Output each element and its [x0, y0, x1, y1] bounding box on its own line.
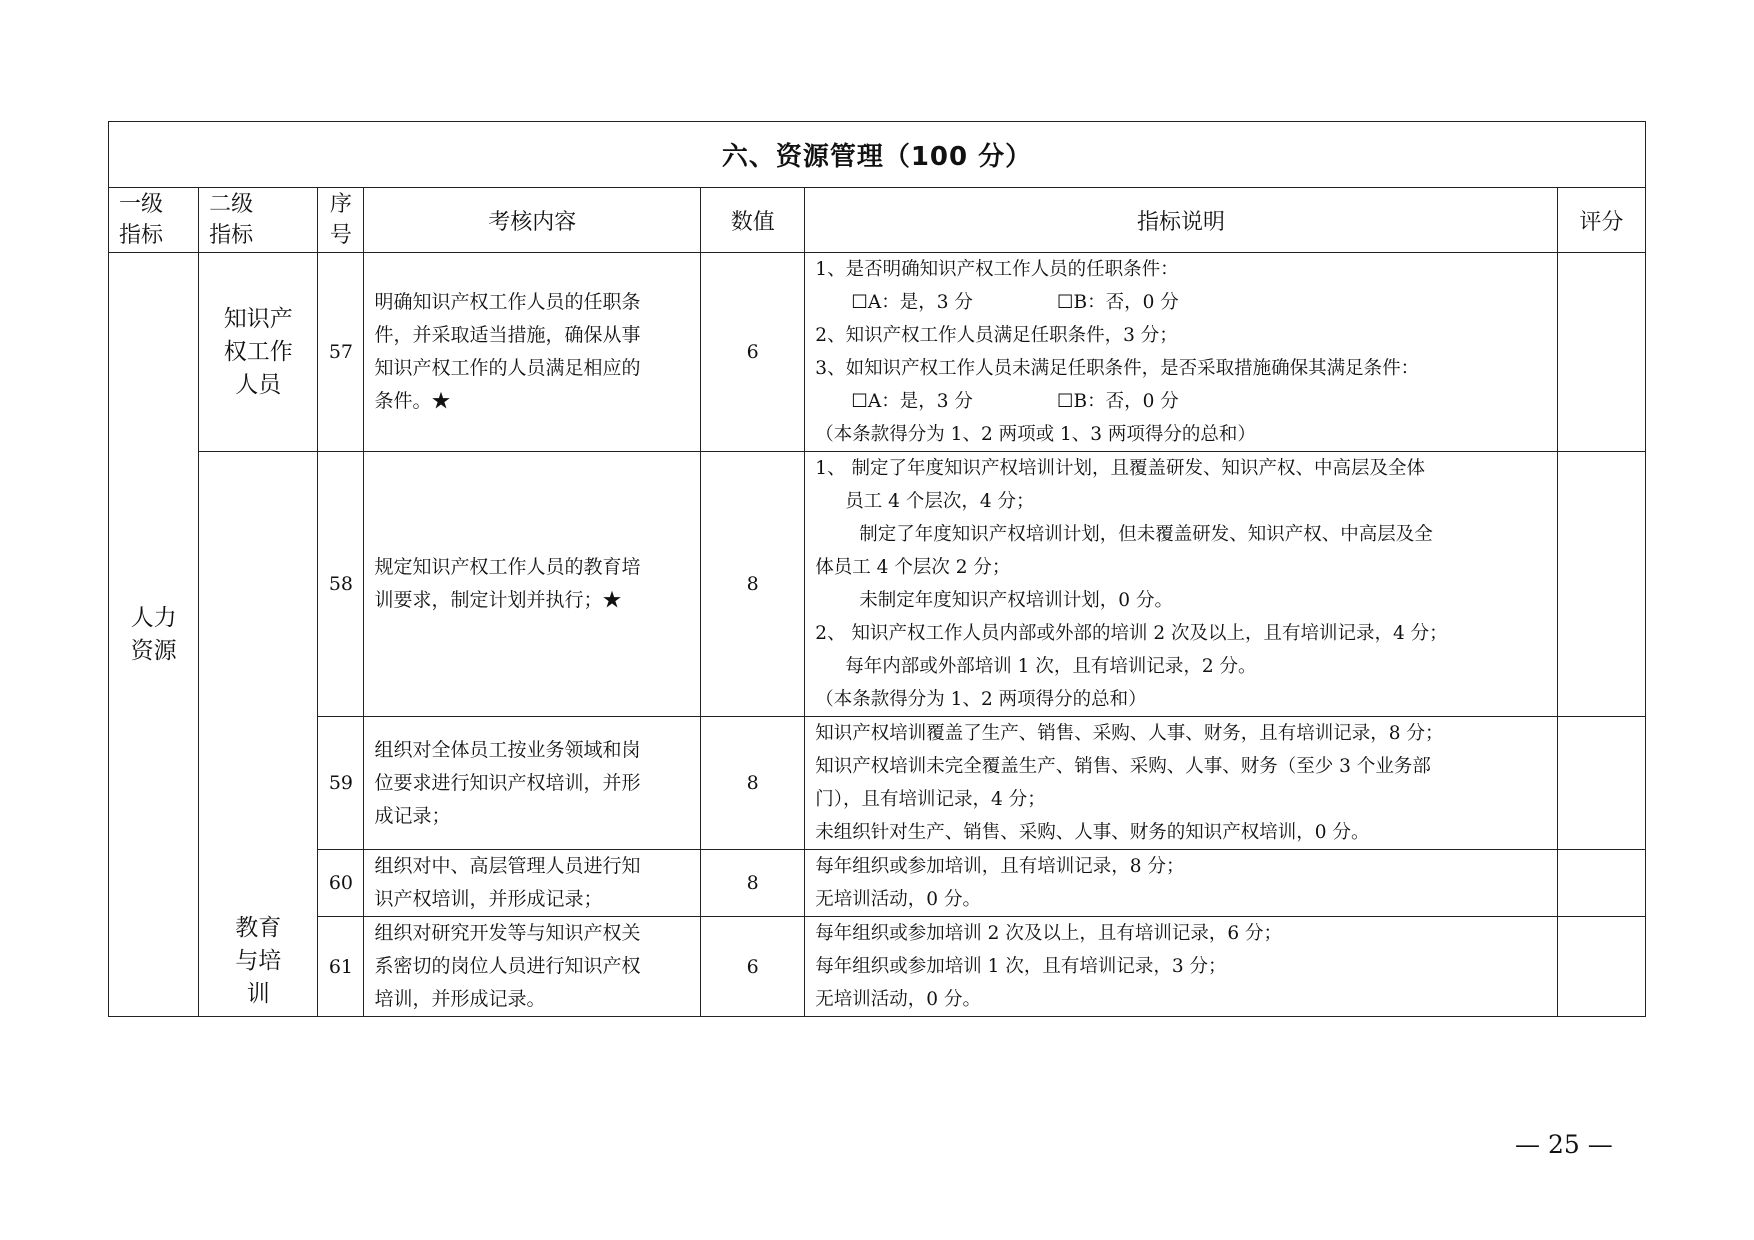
seq-cell: 57 — [318, 253, 364, 452]
level2-cell-training: 教育 与培 训 — [199, 452, 318, 1017]
description-cell: 每年组织或参加培训 2 次及以上，且有培训记录，6 分； 每年组织或参加培训 1 次，且有培训记录，3 分； 无培训活动，0 分。 — [805, 917, 1557, 1017]
table-row — [109, 452, 1646, 717]
header-value: 数值 — [701, 188, 805, 253]
content-cell: 规定知识产权工作人员的教育培 训要求，制定计划并执行；★ — [364, 452, 701, 717]
score-cell[interactable] — [1557, 917, 1645, 1017]
description-cell: 1、 制定了年度知识产权培训计划，且覆盖研发、知识产权、中高层及全体 员工 4 个层次，4 分； 制定了年度知识产权培训计划，但未覆盖研发、知识产权、中高层及全 体员工 4 个层次 2 分； 未制定年度知识产权培训计划，0 分。 2、 知识产权工作人员内部或外部的培训 2 次及以上，且有培训记录，4 分； 每年内部或外部培训 1 次，且有培训记录，2 分。 （本条款得分为 1、2 两项得分的总和） — [805, 452, 1557, 717]
header-level2: 二级 指标 — [199, 188, 318, 253]
description-cell: 每年组织或参加培训，且有培训记录，8 分； 无培训活动，0 分。 — [805, 850, 1557, 917]
score-cell[interactable] — [1557, 253, 1645, 452]
value-cell: 6 — [701, 253, 805, 452]
header-score: 评分 — [1557, 188, 1645, 253]
content-cell: 明确知识产权工作人员的任职条 件，并采取适当措施，确保从事 知识产权工作的人员满足相应的 条件。★ — [364, 253, 701, 452]
seq-cell: 58 — [318, 452, 364, 717]
content-cell: 组织对全体员工按业务领域和岗 位要求进行知识产权培训，并形 成记录； — [364, 717, 701, 850]
header-seq: 序 号 — [318, 188, 364, 253]
content-cell: 组织对研究开发等与知识产权关 系密切的岗位人员进行知识产权 培训，并形成记录。 — [364, 917, 701, 1017]
seq-cell: 60 — [318, 850, 364, 917]
section-title: 六、资源管理（100 分） — [109, 122, 1646, 188]
score-cell[interactable] — [1557, 452, 1645, 717]
header-row — [109, 188, 1646, 253]
value-cell: 6 — [701, 917, 805, 1017]
value-cell: 8 — [701, 452, 805, 717]
table-row — [109, 717, 1646, 850]
table-row — [109, 253, 1646, 452]
content-cell: 组织对中、高层管理人员进行知 识产权培训，并形成记录； — [364, 850, 701, 917]
value-cell: 8 — [701, 850, 805, 917]
header-level1: 一级 指标 — [109, 188, 199, 253]
seq-cell: 59 — [318, 717, 364, 850]
score-cell[interactable] — [1557, 850, 1645, 917]
assessment-table — [108, 121, 1646, 1017]
page-number: — 25 — — [1515, 1130, 1613, 1159]
header-content: 考核内容 — [364, 188, 701, 253]
header-description: 指标说明 — [805, 188, 1557, 253]
description-cell: 1、是否明确知识产权工作人员的任职条件： ☐A：是，3 分 ☐B：否，0 分 2、知识产权工作人员满足任职条件，3 分； 3、如知识产权工作人员未满足任职条件，是否采取措施确保其满足条件： ☐A：是，3 分 ☐B：否，0 分 （本条款得分为 1、2 两项或 1、3 两项得分的总和） — [805, 253, 1557, 452]
title-row — [109, 122, 1646, 188]
table-row — [109, 850, 1646, 917]
score-cell[interactable] — [1557, 717, 1645, 850]
level1-cell: 人力 资源 — [109, 253, 199, 1017]
seq-cell: 61 — [318, 917, 364, 1017]
description-cell: 知识产权培训覆盖了生产、销售、采购、人事、财务，且有培训记录，8 分； 知识产权培训未完全覆盖生产、销售、采购、人事、财务（至少 3 个业务部 门），且有培训记录，4 分； 未组织针对生产、销售、采购、人事、财务的知识产权培训，0 分。 — [805, 717, 1557, 850]
value-cell: 8 — [701, 717, 805, 850]
table-row — [109, 917, 1646, 1017]
level2-cell-ip-staff: 知识产 权工作 人员 — [199, 253, 318, 452]
